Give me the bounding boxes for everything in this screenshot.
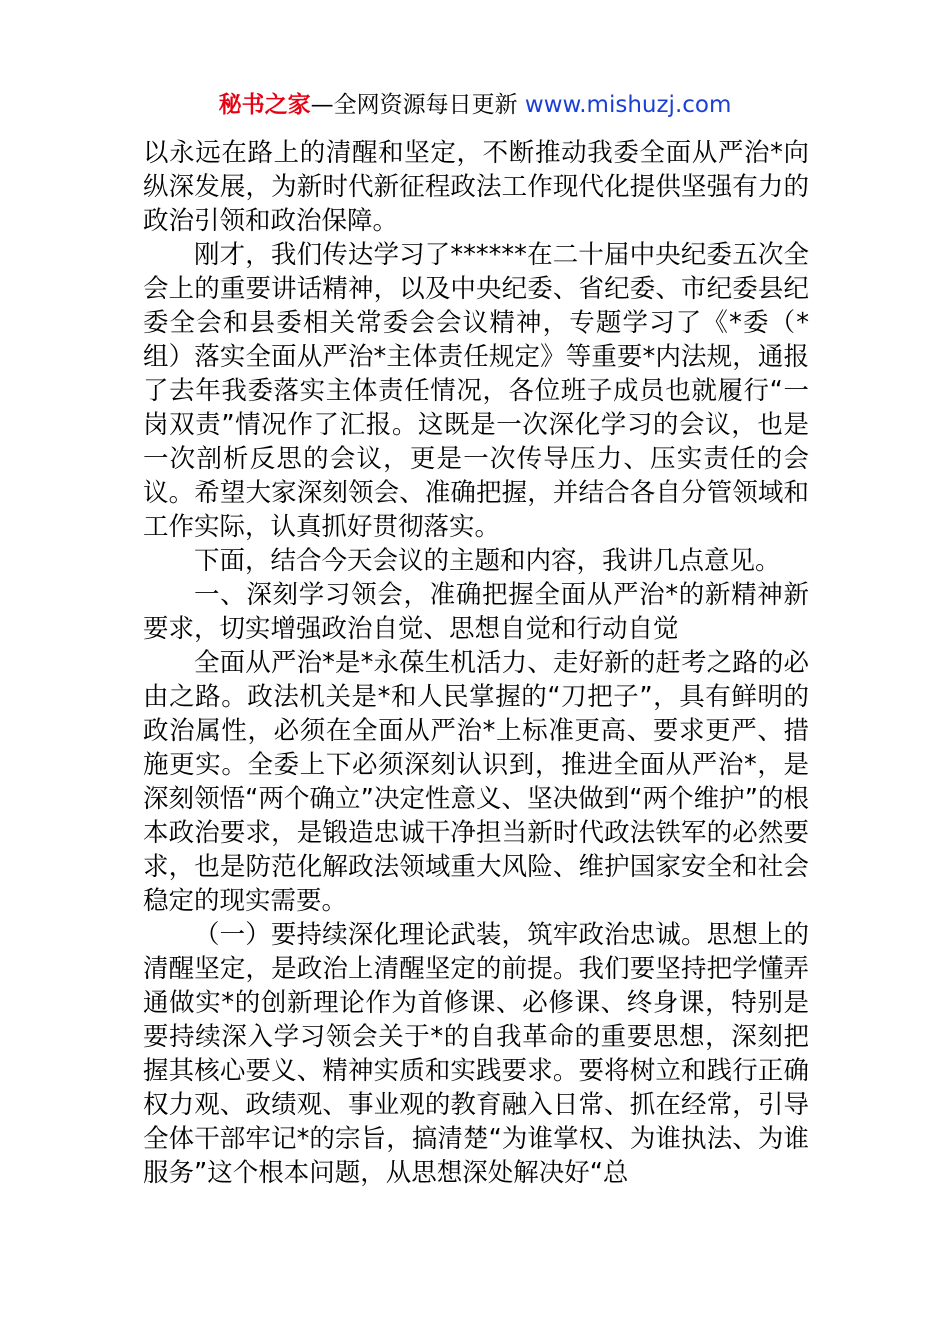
document-body [143, 136, 809, 1190]
site-url-link[interactable]: www.mishuzj.com [524, 92, 732, 118]
paragraph-continuation: 以永远在路上的清醒和坚定，不断推动我委全面从严治*向纵深发展，为新时代新征程政法工作现代化提供坚强有力的政治引领和政治保障。 [143, 138, 809, 236]
page-header [0, 88, 950, 122]
paragraph: （一）要持续深化理论武装，筑牢政治忠诚。思想上的清醒坚定，是政治上清醒坚定的前提。我们要坚持把学懂弄通做实*的创新理论作为首修课、必修课、终身课，特别是要持续深入学习领会关于*的自我革命的重要思想，深刻把握其核心要义、精神实质和实践要求。要将树立和践行正确权力观、政绩观、事业观的教育融入日常、抓在经常，引导全体干部牢记*的宗旨，搞清楚“为谁掌权、为谁执法、为谁服务”这个根本问题，从思想深处解决好“总 [143, 920, 809, 1188]
paragraph: 全面从严治*是*永葆生机活力、走好新的赶考之路的必由之路。政法机关是*和人民掌握的“刀把子”，具有鲜明的政治属性，必须在全面从严治*上标准更高、要求更严、措施更实。全委上下必须深刻认识到，推进全面从严治*，是深刻领悟“两个确立”决定性意义、坚决做到“两个维护”的根本政治要求，是锻造忠诚干净担当新时代政法铁军的必然要求，也是防范化解政法领域重大风险、维护国家安全和社会稳定的现实需要。 [143, 648, 809, 916]
section-heading: 一、深刻学习领会，准确把握全面从严治*的新精神新要求，切实增强政治自觉、思想自觉和行动自觉 [143, 580, 809, 644]
site-brand: 秘书之家 [218, 92, 311, 118]
paragraph: 刚才，我们传达学习了******在二十届中央纪委五次全会上的重要讲话精神，以及中央纪委、省纪委、市纪委县纪委全会和县委相关常委会会议精神，专题学习了《*委（*组）落实全面从严治*主体责任规定》等重要*内法规，通报了去年我委落实主体责任情况，各位班子成员也就履行“一岗双责”情况作了汇报。这既是一次深化学习的会议，也是一次剖析反思的会议，更是一次传导压力、压实责任的会议。希望大家深刻领会、准确把握，并结合各自分管领域和工作实际，认真抓好贯彻落实。 [143, 240, 809, 542]
header-tagline: —全网资源每日更新 [310, 92, 525, 118]
paragraph: 下面，结合今天会议的主题和内容，我讲几点意见。 [194, 546, 781, 576]
